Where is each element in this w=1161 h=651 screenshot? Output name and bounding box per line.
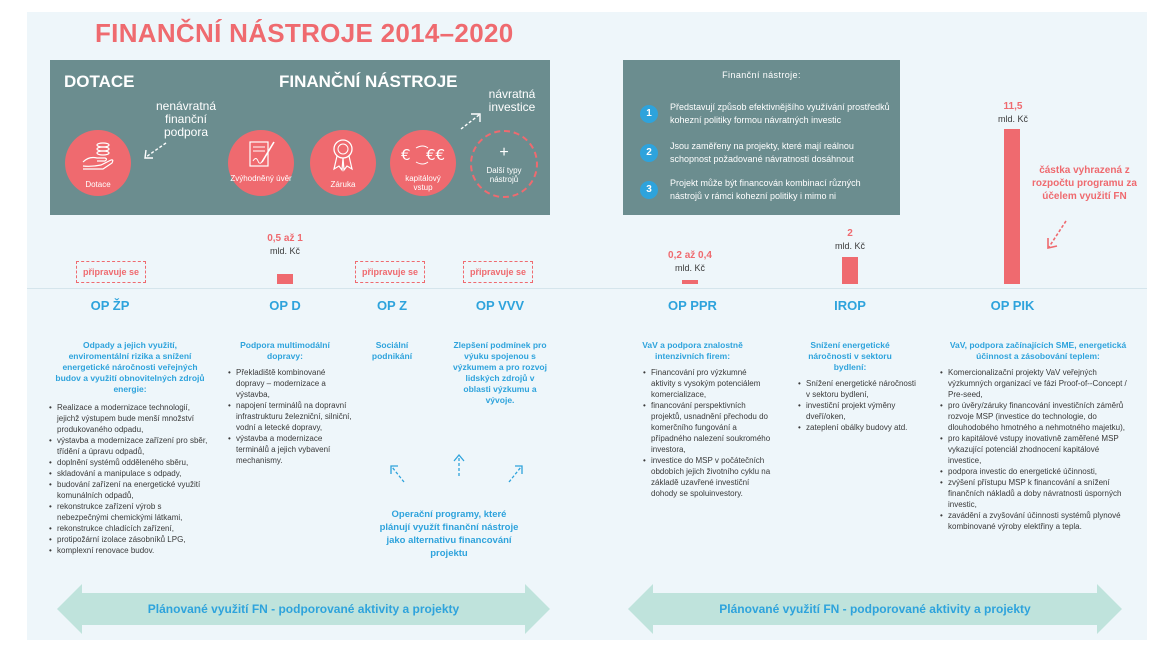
navratna-label: návratná investice: [488, 87, 536, 114]
fn-feature-3: Projekt může být financován kombinací různých nástrojů v rámci kohezní politiky i mimo ni: [670, 178, 861, 201]
zaruka-circle: [310, 130, 376, 196]
amount-opppr: [655, 250, 725, 275]
bar-opd: [277, 274, 293, 284]
oppik-subtitle: VaV, podpora začínajících SME, energetická účinnost a zásobování teplem:: [949, 340, 1127, 361]
amount-irop-unit: mld. Kč: [834, 241, 865, 251]
pripravuje-badge-opvvv: připravuje se: [463, 261, 533, 283]
dotace-circle-label: Dotace: [85, 180, 111, 189]
opzp-list: [49, 402, 214, 556]
amount-oppik: [978, 101, 1048, 126]
number-badge-3: 3: [640, 181, 658, 199]
arrow-down-left-icon: [140, 140, 170, 162]
program-opppr: OP PPR: [668, 298, 717, 313]
banner-arrow-left: [57, 584, 550, 634]
program-opd: OP D: [269, 298, 301, 313]
hand-coins-icon: [65, 136, 131, 172]
list-item: • výstavba a modernizace terminálů a jejich vybavení mechanismy.: [228, 433, 353, 466]
amount-opd-value: 0,5 až 1: [267, 233, 303, 244]
kapital-circle: [390, 130, 456, 196]
uver-circle-label: Zvýhodněný úvěr: [230, 174, 292, 183]
plus-icon: +: [499, 144, 509, 161]
list-item: • skladování a manipulace s odpady,: [49, 468, 214, 479]
kapital-circle-label: kapitálový vstup: [405, 174, 441, 192]
divider: [27, 288, 1147, 289]
opd-list: [228, 367, 353, 466]
list-item: • rekonstrukce zařízení výrob s nebezpečnými chemickými látkami,: [49, 501, 214, 523]
fn-heading: FINANČNÍ NÁSTROJE: [279, 72, 458, 91]
list-item: • pro úvěry/záruky financování investičních záměrů rozvoje MSP (investice do technologie, do dlouhodobého hmotného a nehmotného majetku),: [940, 400, 1132, 433]
arrow-up-icon: [449, 452, 469, 478]
arrow-up-right-icon: [458, 110, 484, 132]
euro-exchange-icon: [390, 136, 456, 172]
banner-arrow-right: [628, 584, 1122, 634]
opppr-list: [643, 367, 773, 499]
program-irop: IROP: [834, 298, 866, 313]
list-item: • komplexní renovace budov.: [49, 545, 214, 556]
program-opvvv: OP VVV: [475, 298, 525, 313]
number-badge-2: 2: [640, 144, 658, 162]
list-item: • pro kapitálové vstupy inovativně zaměřené MSP vykazující potenciál zhodnocení kapitálové investice,: [940, 433, 1132, 466]
pripravuje-badge-opz: připravuje se: [355, 261, 425, 283]
list-item: • investiční projekt výměny dveří/oken,: [798, 400, 916, 422]
list-item: • Komercionalizační projekty VaV veřejných výzkumných organizací ve fázi Proof-of--Concept / Pre-seed,: [940, 367, 1132, 400]
banner-text-left: Plánované využití FN - podporované aktivity a projekty: [147, 602, 460, 616]
list-item: • financování perspektivních projektů, usnadnění přechodu do komerčního fungování a případného nalezení soukromého investora,: [643, 400, 773, 455]
fn-feature-1: Představují způsob efektivnějšího využívání prostředků kohezní politiky formou návratných investic: [670, 102, 890, 125]
bar-opppr: [682, 280, 698, 284]
amount-oppik-value: 11,5: [1003, 101, 1023, 112]
list-item: • podpora investic do energetické účinnosti,: [940, 466, 1132, 477]
number-badge-1: 1: [640, 105, 658, 123]
program-oppik: OP PIK: [990, 298, 1035, 313]
list-item: • protipožární izolace zásobníků LPG,: [49, 534, 214, 545]
amount-opd-unit: mld. Kč: [269, 246, 300, 256]
bar-oppik: [1004, 129, 1020, 284]
reserved-amount-note: částka vyhrazená z rozpočtu programu za účelem využití FN: [1031, 165, 1137, 202]
contract-signature-icon: [228, 136, 294, 172]
oppik-list: [940, 367, 1132, 532]
bar-irop: [842, 257, 858, 284]
opppr-subtitle: VaV a podpora znalostně intenzivních firem:: [642, 340, 743, 361]
amount-opppr-unit: mld. Kč: [674, 263, 705, 273]
list-item: • budování zařízení na energetické využití komunálních odpadů,: [49, 479, 214, 501]
pripravuje-badge-opzp: připravuje se: [76, 261, 146, 283]
list-item: • Realizace a modernizace technologií, jejichž výstupem bude menší množství produkovaného odpadu,: [49, 402, 214, 435]
svg-text:€€: €€: [426, 146, 446, 164]
uver-circle: [228, 130, 294, 196]
list-item: • Překladiště kombinované dopravy – modernizace a výstavba,: [228, 367, 353, 400]
opzp-subtitle: Odpady a jejich využití, enviromentální rizika a snížení energetické náročnosti veřejných budov a využití obnovitelných zdrojů energie:: [55, 340, 205, 394]
amount-opppr-value: 0,2 až 0,4: [668, 250, 712, 261]
page-title: FINANČNÍ NÁSTROJE 2014–2020: [95, 18, 514, 48]
list-item: • napojení terminálů na dopravní infrastrukturu železniční, silniční, vodní a letecké dopravy,: [228, 400, 353, 433]
list-item: • Financování pro výzkumné aktivity s vysokým potenciálem komercializace,: [643, 367, 773, 400]
zaruka-circle-label: Záruka: [330, 180, 356, 189]
banner-text-right: Plánované využití FN - podporované aktivity a projekty: [719, 602, 1031, 616]
dotace-circle: [65, 130, 131, 196]
list-item: • zavádění a zvyšování účinnosti systémů plynové kombinované výroby elektřiny a tepla.: [940, 510, 1132, 532]
list-item: • doplnění systémů odděleného sběru,: [49, 457, 214, 468]
list-item: • Snížení energetické náročnosti v sektoru bydlení,: [798, 378, 916, 400]
other-instruments-circle: [470, 130, 538, 198]
list-item: • investice do MSP v počátečních obdobích jejich životního cyklu na základě uzavřené investiční dohody se spoluinvestory.: [643, 455, 773, 499]
opd-subtitle: Podpora multimodální dopravy:: [240, 340, 330, 361]
list-item: • rekonstrukce chladících zařízení,: [49, 523, 214, 534]
arrow-down-left-icon: [1044, 218, 1070, 252]
opz-subtitle: Sociální podnikání: [371, 340, 413, 361]
nenavratna-label: nenávratná finanční podpora: [155, 99, 217, 139]
opvvv-subtitle: Zlepšení podmínek pro výuku spojenou s výzkumem a pro rozvoj lidských zdrojů v oblasti výzkumu a vývoje.: [452, 340, 547, 405]
amount-irop: [815, 228, 885, 253]
irop-list: [798, 378, 916, 433]
award-ribbon-icon: [310, 136, 376, 172]
irop-subtitle: Snížení energetické náročnosti v sektoru bydlení:: [808, 340, 892, 372]
alternative-financing-note: Operační programy, které plánují využít finanční nástroje jako alternativu financování projektu: [379, 509, 519, 559]
box-notch: [160, 199, 180, 215]
list-item: • zvýšení přístupu MSP k financování a snížení finančních nákladů a doby návratnosti úsporných investic,: [940, 477, 1132, 510]
fn-features-heading: Finanční nástroje:: [722, 70, 801, 80]
svg-text:€: €: [401, 146, 411, 164]
amount-opd: [250, 233, 320, 258]
amount-irop-value: 2: [847, 228, 853, 239]
arrow-up-left-icon: [388, 462, 408, 486]
fn-feature-2: Jsou zaměřeny na projekty, které mají reálnou schopnost požadované návratnosti dosáhnout: [670, 141, 854, 164]
list-item: • výstavba a modernizace zařízení pro sběr, třídění a úpravu odpadů,: [49, 435, 214, 457]
list-item: • zateplení obálky budovy atd.: [798, 422, 916, 433]
program-opzp: OP ŽP: [90, 298, 130, 313]
program-opz: OP Z: [376, 298, 408, 313]
amount-oppik-unit: mld. Kč: [997, 114, 1028, 124]
other-instruments-label: Další typy nástrojů: [486, 166, 522, 184]
dotace-heading: DOTACE: [64, 72, 135, 91]
arrow-up-right-icon: [505, 462, 525, 486]
